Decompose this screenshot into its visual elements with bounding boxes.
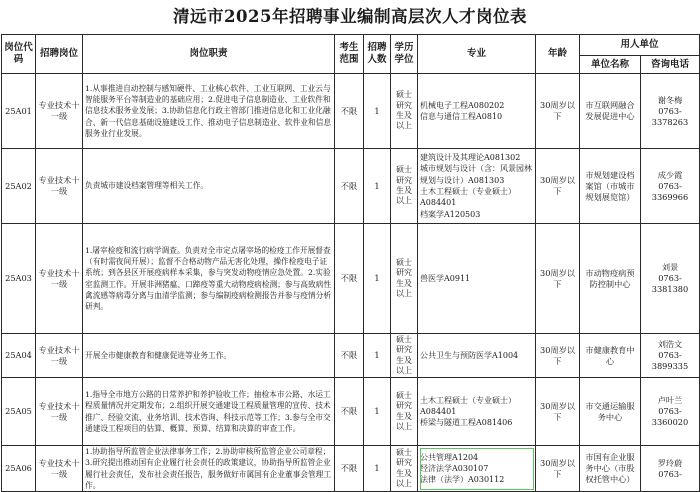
cell-count: 1 xyxy=(364,334,391,378)
cell-edu: 硕士研究生及以上 xyxy=(391,149,418,224)
table-row xyxy=(2,149,700,224)
cell-major: 机械电子工程A080202 信息与通信工程A0810 xyxy=(418,74,536,149)
cell-edu: 硕士研究生及以上 xyxy=(391,446,418,492)
table-row xyxy=(2,224,700,334)
cell-code: 25A02 xyxy=(2,149,36,224)
cell-phone: 谢冬梅 0763-3378263 xyxy=(641,74,700,149)
cell-duty: 负责城市建设档案管理等相关工作。 xyxy=(83,149,335,224)
cell-employer: 市国有企业服务中心（市股权托管中心） xyxy=(580,446,641,492)
cell-count: 1 xyxy=(364,149,391,224)
header-count: 招聘人数 xyxy=(364,35,391,74)
table-row xyxy=(2,334,700,378)
cell-phone: 罗玲蔚 0763- xyxy=(641,446,700,492)
header-scope: 考生范围 xyxy=(335,35,364,74)
cell-age: 30周岁以下 xyxy=(536,334,580,378)
cell-scope: 不限 xyxy=(335,149,364,224)
cell-post: 专业技术十一级 xyxy=(36,74,83,149)
header-employer-name: 单位名称 xyxy=(580,56,641,74)
cell-duty: 1.屠宰检疫和流行病学调查。负责对全市定点屠宰场的检疫工作开展督查（有时需夜间开展）；监督不合格动物产品无害化处理，操作检疫电子证系统；到各县区开展疫病样本采集，参与突发动物疫情应急处置。2.实验室监测工作。开展非洲猪瘟、口蹄疫等重大动物疫病检测；参与高致病性禽流感等病毒分离与血清学监测；参与编制疫病检测报告并参与疫情分析研判。 xyxy=(83,224,335,334)
cell-age: 30周岁以下 xyxy=(536,149,580,224)
cell-employer: 市规划建设档案馆（市城市规划展览馆） xyxy=(580,149,641,224)
cell-count: 1 xyxy=(364,224,391,334)
header-duty: 岗位职责 xyxy=(83,35,335,74)
cell-scope: 不限 xyxy=(335,446,364,492)
cell-count: 1 xyxy=(364,378,391,446)
cell-major: 兽医学A0911 xyxy=(418,224,536,334)
cell-major: 建筑设计及其理论A081302 城市规划与设计（含：风景园林规划与设计）A081303 土木工程硕士（专业硕士）A084401 档案学A120503 xyxy=(418,149,536,224)
cell-code: 25A05 xyxy=(2,378,36,446)
cell-duty: 1.协助指导所监管企业法律事务工作；2.协助审核所监管企业公司章程；3.研究提出推动国有企业履行社会责任的政策建议，协助指导所监管企业履行社会责任，发布社会责任报告，服务做好市属国有企业董事会管理工作。 xyxy=(83,446,335,492)
cell-post: 专业技术十一级 xyxy=(36,378,83,446)
cell-edu: 硕士研究生及以上 xyxy=(391,378,418,446)
cell-count: 1 xyxy=(364,446,391,492)
header-code: 岗位代码 xyxy=(2,35,36,74)
cell-age: 30周岁以下 xyxy=(536,378,580,446)
cell-code: 25A03 xyxy=(2,224,36,334)
cell-scope: 不限 xyxy=(335,334,364,378)
cell-code: 25A04 xyxy=(2,334,36,378)
cell-phone: 卢叶兰 0763-3360020 xyxy=(641,378,700,446)
cell-scope: 不限 xyxy=(335,378,364,446)
cell-age: 30周岁以下 xyxy=(536,74,580,149)
cell-scope: 不限 xyxy=(335,224,364,334)
cell-duty: 开展全市健康教育和健康促进等业务工作。 xyxy=(83,334,335,378)
cell-count: 1 xyxy=(364,74,391,149)
cell-duty: 1.指导全市地方公路的日常养护和养护验收工作；抽检本市公路、水运工程质量情况并定期发布；2.组织开展交通建设工程质量管理的宣传、技术推广、经验交流、业务培训、技术咨询、科技示范等工作；3.参与全市交通建设工程项目的估算、概算、预算、结算和决算的审查工作。 xyxy=(83,378,335,446)
header-edu: 学历学位 xyxy=(391,35,418,74)
cell-code: 25A06 xyxy=(2,446,36,492)
cell-edu: 硕士研究生及以上 xyxy=(391,74,418,149)
job-table xyxy=(1,34,700,492)
cell-employer: 市健康教育中心 xyxy=(580,334,641,378)
table-row xyxy=(2,378,700,446)
cell-post: 专业技术十一级 xyxy=(36,224,83,334)
cell-major: 公共管理A1204 经济法学A030107 法律（法学）A030112 xyxy=(418,446,536,492)
table-row xyxy=(2,446,700,492)
cell-phone: 成少霞 0763-3369966 xyxy=(641,149,700,224)
cell-scope: 不限 xyxy=(335,74,364,149)
cell-duty: 1.从事推进自动控制与感知硬件、工业核心软件、工业互联网、工业云与智能服务平台等制造业的基础应用；2.促进电子信息制造业、工业软件和信息技术服务业发展；3.协助信息化行政主管部门推进信息化和工业化融合、新一代信息基础设施建设工作、推动电子信息制造业、软件业和信息服务业行业发展。 xyxy=(83,74,335,149)
header-phone: 咨询电话 xyxy=(641,56,700,74)
table-row xyxy=(2,74,700,149)
cell-phone: 刘景 0763-3381380 xyxy=(641,224,700,334)
cell-post: 专业技术十一级 xyxy=(36,334,83,378)
cell-edu: 硕士研究生及以上 xyxy=(391,224,418,334)
cell-age: 30周岁以下 xyxy=(536,224,580,334)
cell-employer: 市动物疫病预防控制中心 xyxy=(580,224,641,334)
cell-employer: 市互联网融合发展促进中心 xyxy=(580,74,641,149)
cell-major: 公共卫生与预防医学A1004 xyxy=(418,334,536,378)
cell-phone: 刘浩文 0763-3899335 xyxy=(641,334,700,378)
cell-employer: 市交通运输服务中心 xyxy=(580,378,641,446)
cell-post: 专业技术十一级 xyxy=(36,446,83,492)
header-age: 年龄 xyxy=(536,35,580,74)
cell-age: 30周岁以下 xyxy=(536,446,580,492)
cell-edu: 硕士研究生及以上 xyxy=(391,334,418,378)
header-post: 招聘岗位 xyxy=(36,35,83,74)
cell-major: 土木工程硕士（专业硕士）A084401 桥梁与隧道工程A081406 xyxy=(418,378,536,446)
header-employer-group: 用人单位 xyxy=(580,35,700,56)
cell-code: 25A01 xyxy=(2,74,36,149)
cell-post: 专业技术十一级 xyxy=(36,149,83,224)
page-title: 清远市2025年招聘事业编制高层次人才岗位表 xyxy=(173,7,527,26)
header-major: 专业 xyxy=(418,35,536,74)
